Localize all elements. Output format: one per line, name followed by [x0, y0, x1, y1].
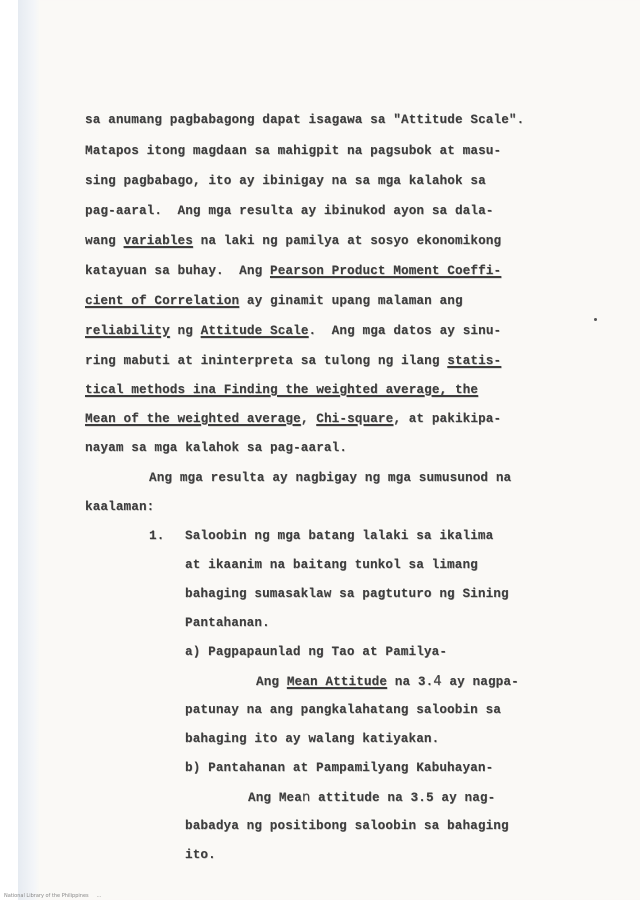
- text-line: ring mabuti at ininterpreta sa tulong ng ilang statis-: [85, 354, 502, 368]
- text-line: sing pagbabago, ito ay ibinigay na sa mga kalahok sa: [85, 174, 486, 188]
- list-item-line: ito.: [185, 848, 216, 862]
- text-line: reliability ng Attitude Scale. Ang mga datos ay sinu-: [85, 324, 502, 338]
- paragraph-start-line: Ang mga resulta ay nagbigay ng mga sumusunod na: [149, 471, 512, 485]
- text-line: [85, 383, 478, 397]
- underlined-term: Pearson Product Moment Coeffi-: [269, 264, 502, 278]
- sub-item-heading: a) Pagpapaunlad ng Tao at Pamilya-: [185, 645, 448, 659]
- page-edge-shadow: [18, 0, 40, 900]
- speck-mark: [594, 318, 597, 321]
- list-item-line: bahaging sumasaklaw sa pagtuturo ng Sining: [185, 587, 509, 601]
- list-item-line: at ikaanim na baitang tunkol sa limang: [185, 558, 478, 572]
- underlined-term: statis-: [447, 354, 502, 368]
- handwritten-correction: n: [301, 790, 311, 805]
- text-line: Ang Mean attitude na 3.5 ay nag-: [248, 790, 496, 805]
- text-line: Mean of the weighted average, Chi-square, at pakikipa-: [85, 412, 502, 426]
- underlined-term: variables: [123, 234, 193, 248]
- text-line: Ang Mean Attitude na 3.4 ay nagpa-: [256, 674, 519, 689]
- list-item-line: babadya ng positibong saloobin sa bahaging: [185, 819, 509, 833]
- text-line: cient of Correlation ay ginamit upang malaman ang: [85, 294, 463, 308]
- text-line: nayam sa mga kalahok sa pag-aaral.: [85, 441, 348, 455]
- document-page: [18, 0, 640, 900]
- list-item-line: patunay na ang pangkalahatang saloobin sa: [185, 703, 502, 717]
- text-line: sa anumang pagbabagong dapat isagawa sa "Attitude Scale".: [85, 113, 525, 127]
- text-line: pag-aaral. Ang mga resulta ay ibinukod ayon sa dala-: [85, 204, 494, 218]
- underlined-term: Chi-square: [316, 412, 394, 426]
- handwritten-correction: 4: [433, 674, 442, 689]
- underlined-term: Mean of the weighted average: [85, 412, 301, 426]
- list-item-line: bahaging ito ay walang katiyakan.: [185, 732, 440, 746]
- underlined-term: reliability: [85, 324, 170, 338]
- underlined-term: cient of Correlation: [85, 294, 240, 308]
- scan-footer: National Library of the Philippines ...: [4, 893, 102, 899]
- underlined-term: Mean Attitude: [286, 675, 388, 689]
- text-line: wang variables na laki ng pamilya at sosyo ekonomikong: [85, 234, 502, 248]
- text-line: katayuan sa buhay. Ang Pearson Product Moment Coeffi-: [85, 264, 502, 278]
- list-item-line: Pantahanan.: [185, 616, 270, 630]
- underlined-term: Attitude Scale: [200, 324, 309, 338]
- text-line: kaalaman:: [85, 500, 155, 514]
- list-item-line: Saloobin ng mga batang lalaki sa ikalima: [185, 529, 494, 543]
- text-line: Matapos itong magdaan sa mahigpit na pagsubok at masu-: [85, 144, 502, 158]
- underlined-term: tical methods ina Finding the weighted average, the: [85, 383, 479, 397]
- list-number: 1.: [149, 529, 165, 543]
- sub-item-heading: b) Pantahanan at Pampamilyang Kabuhayan-: [185, 761, 494, 775]
